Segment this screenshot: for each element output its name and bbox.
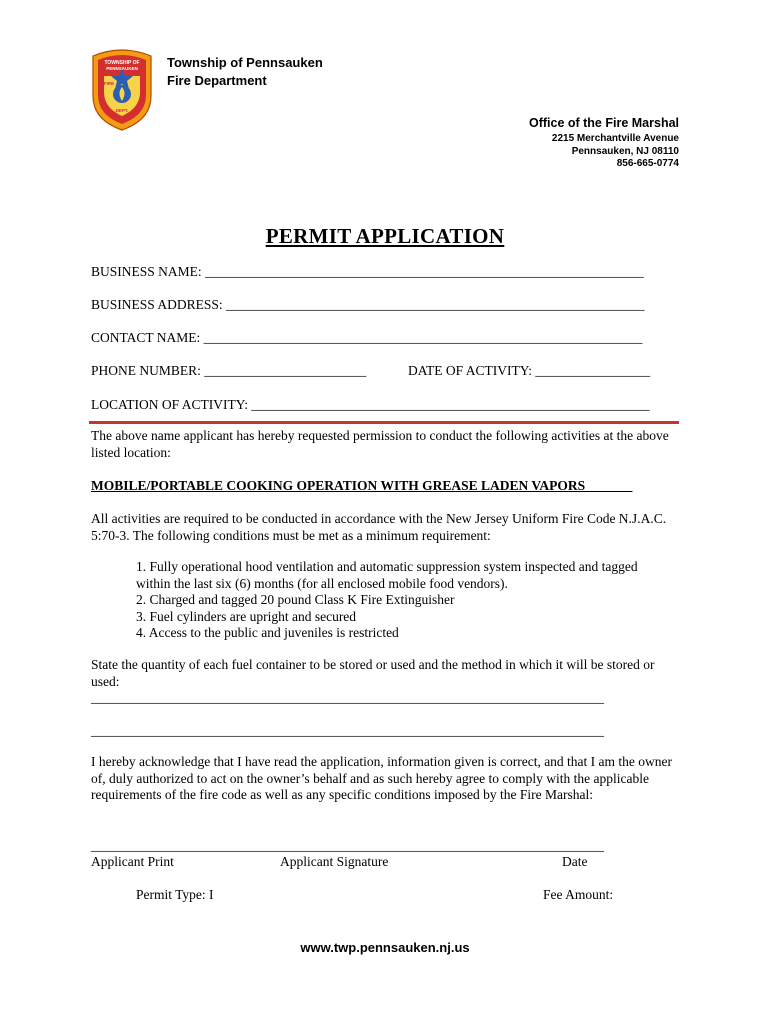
department-name: Fire Department — [167, 73, 267, 88]
svg-text:PENNSAUKEN: PENNSAUKEN — [106, 66, 138, 71]
requirement-1-line-1: 1. Fully operational hood ventilation and automatic suppression system inspected and tagged — [136, 559, 638, 574]
office-phone: 856-665-0774 — [616, 158, 679, 169]
page-title: PERMIT APPLICATION — [265, 224, 505, 248]
location-of-activity-field[interactable]: LOCATION OF ACTIVITY: ___________________________________________________________ — [91, 397, 650, 412]
contact-name-field[interactable]: CONTACT NAME: _________________________________________________________________ — [91, 330, 643, 345]
applicant-signature-label: Applicant Signature — [280, 854, 389, 869]
business-address-field[interactable]: BUSINESS ADDRESS: ______________________________________________________________ — [91, 297, 645, 312]
phone-number-field[interactable]: PHONE NUMBER: ________________________ — [91, 363, 367, 378]
address-line-2: Pennsauken, NJ 08110 — [571, 145, 679, 157]
footer-website-link[interactable]: www.twp.pennsauken.nj.us — [300, 940, 470, 955]
list-item — [136, 559, 681, 592]
office-address-block — [552, 133, 679, 171]
activity-heading: MOBILE/PORTABLE COOKING OPERATION WITH GREASE LADEN VAPORS_______ — [91, 478, 633, 493]
requirements-intro: All activities are required to be conducted in accordance with the New Jersey Uniform Fire Code N.J.A.C. 5:70-3. The following conditions must be met as a minimum requirement: — [91, 511, 667, 543]
office-name: Office of the Fire Marshal — [528, 116, 679, 130]
fee-amount-label: Fee Amount: — [543, 887, 614, 902]
township-name: Township of Pennsauken — [167, 55, 323, 70]
permit-type-label: Permit Type: I — [136, 887, 214, 902]
address-line-1: 2215 Merchantville Avenue — [551, 133, 679, 144]
requirement-4: 4. Access to the public and juveniles is restricted — [136, 625, 399, 640]
svg-text:FIRE: FIRE — [103, 81, 115, 86]
intro-paragraph: The above name applicant has hereby requested permission to conduct the following activities at the above listed location: — [91, 428, 669, 460]
requirement-2: 2. Charged and tagged 20 pound Class K Fire Extinguisher — [136, 592, 455, 607]
list-item — [136, 592, 681, 609]
requirement-3: 3. Fuel cylinders are upright and secured — [136, 608, 357, 624]
requirements-list — [136, 559, 681, 642]
fire-department-badge-logo — [89, 46, 155, 132]
fire-badge-icon — [89, 46, 155, 132]
svg-text:DEPT.: DEPT. — [115, 108, 129, 113]
header-organization — [167, 54, 323, 90]
quantity-answer-line-1[interactable]: ____________________________________________________________________________ — [91, 690, 604, 705]
requirement-1-line-2: within the last six (6) months (for all enclosed mobile food vendors). — [136, 575, 508, 591]
list-item — [136, 609, 681, 626]
date-of-activity-field[interactable]: DATE OF ACTIVITY: _________________ — [408, 363, 651, 378]
quantity-prompt: State the quantity of each fuel container to be stored or used and the method in which it will be stored or used: — [91, 657, 655, 689]
signature-line[interactable]: ____________________________________________________________________________ — [91, 838, 604, 853]
section-divider — [89, 421, 679, 424]
quantity-answer-line-2[interactable]: ____________________________________________________________________________ — [91, 723, 604, 738]
date-label: Date — [562, 854, 588, 869]
business-name-field[interactable]: BUSINESS NAME: _________________________________________________________________ — [91, 264, 644, 279]
list-item — [136, 625, 681, 642]
svg-text:TOWNSHIP OF: TOWNSHIP OF — [104, 60, 140, 66]
applicant-print-label: Applicant Print — [91, 854, 174, 869]
acknowledgement-paragraph: I hereby acknowledge that I have read the application, information given is correct, and that I am the owner of, duly authorized to act on the owner’s behalf and as such hereby agree to comply with the applicable requirements of the fire code as well as any specific conditions imposed by the Fire Marshal: — [91, 754, 673, 802]
